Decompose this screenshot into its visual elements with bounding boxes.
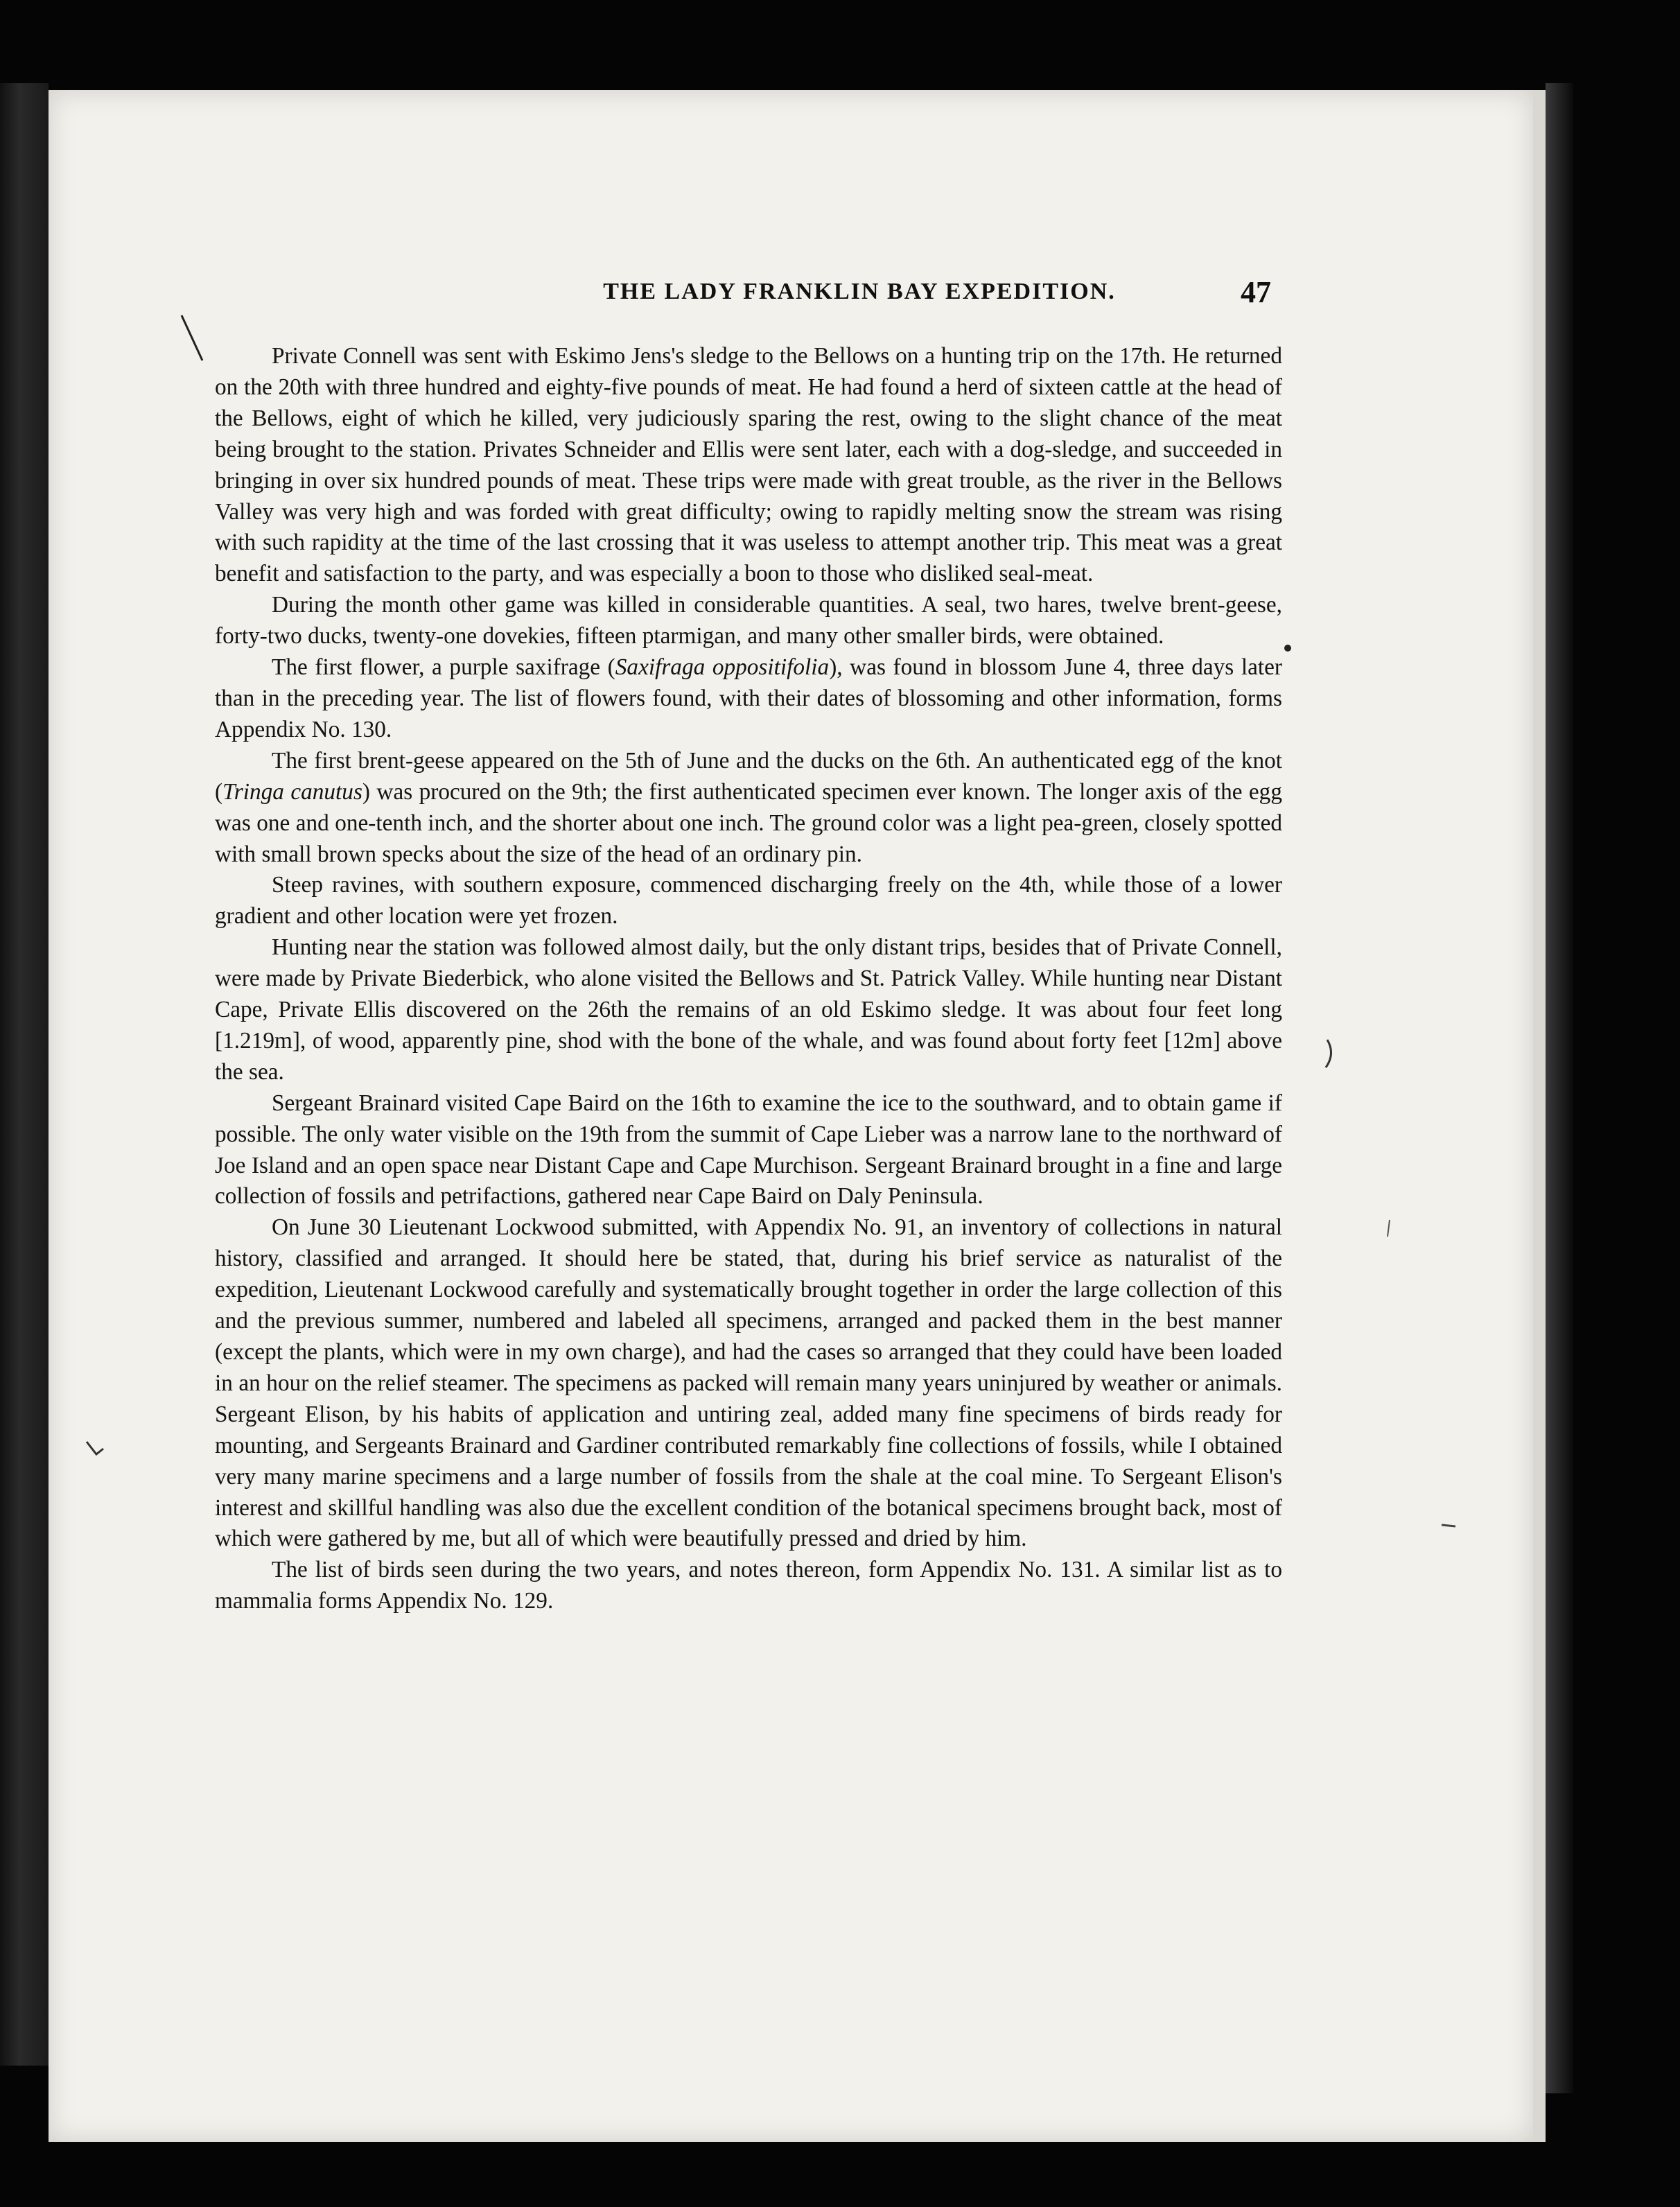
body-text bbox=[215, 341, 1282, 1617]
paragraph: The first brent-geese appeared on the 5th of June and the ducks on the 6th. An authenticated egg of the knot (Tringa canutus) was procured on the 9th; the first authenticated specimen ever known. The longer axis of the egg was one and one-tenth inch, and the shorter about one inch. The ground color was a light pea-green, closely spotted with small brown specks about the size of the head of an ordinary pin. bbox=[215, 747, 1282, 867]
paragraph: Hunting near the station was followed almost daily, but the only distant trips, besides that of Private Connell, were made by Private Biederbick, who alone visited the Bellows and St. Patrick Valley. While hunting near Distant Cape, Private Ellis discovered on the 26th the remains of an old Eskimo sledge. It was about four feet long [1.219m], of wood, apparently pine, shod with the bone of the whale, and was found about forty feet [12m] above the sea. bbox=[215, 934, 1282, 1085]
running-head: THE LADY FRANKLIN BAY EXPEDITION. bbox=[603, 279, 1116, 304]
paragraph: Sergeant Brainard visited Cape Baird on the 16th to examine the ice to the southward, and to obtain game if possible. The only water visible on the 19th from the summit of Cape Lieber was a narrow lane to the northward of Joe Island and an open space near Distant Cape and Cape Murchison. Sergeant Brainard brought in a fine and large collection of fossils and petrifactions, gathered near Cape Baird on Daly Peninsula. bbox=[215, 1090, 1282, 1210]
book-spine-edge bbox=[0, 83, 49, 2066]
species-name: Saxifraga oppositifolia bbox=[615, 654, 830, 681]
paragraph: The list of birds seen during the two years, and notes thereon, form Appendix No. 131. A similar list as to mammalia forms Appendix No. 129. bbox=[215, 1557, 1282, 1614]
page-edge-shadow bbox=[1546, 83, 1573, 2093]
species-name: Tringa canutus bbox=[222, 778, 362, 805]
paragraph: The first flower, a purple saxifrage (Saxifraga oppositifolia), was found in blossom June 4, three days later than in the preceding year. The list of flowers found, with their dates of blossoming and other information, forms Appendix No. 130. bbox=[215, 654, 1282, 742]
paragraph: Private Connell was sent with Eskimo Jens's sledge to the Bellows on a hunting trip on the 17th. He returned on the 20th with three hundred and eighty-five pounds of meat. He had found a herd of sixteen cattle at the head of the Bellows, eight of which he killed, very judiciously sparing the rest, owing to the slight chance of the meat being brought to the station. Privates Schneider and Ellis were sent later, each with a dog-sledge, and succeeded in bringing in over six hundred pounds of meat. These trips were made with great trouble, as the river in the Bellows Valley was very high and was forded with great difficulty; owing to rapidly melting snow the stream was rising with such rapidity at the time of the last crossing that it was useless to attempt another trip. This meat was a great benefit and satisfaction to the party, and was especially a boon to those who disliked seal-meat. bbox=[215, 343, 1282, 587]
paragraph: Steep ravines, with southern exposure, commenced discharging freely on the 4th, while those of a lower gradient and other location were yet frozen. bbox=[215, 872, 1282, 930]
paragraph: During the month other game was killed in considerable quantities. A seal, two hares, twelve brent-geese, forty-two ducks, twenty-one dovekies, fifteen ptarmigan, and many other smaller birds, were obtained. bbox=[215, 592, 1282, 649]
page-number: 47 bbox=[1241, 275, 1271, 309]
paragraph: On June 30 Lieutenant Lockwood submitted, with Appendix No. 91, an inventory of collections in natural history, classified and arranged. It should here be stated, that, during his brief service as naturalist of the expedition, Lieutenant Lockwood carefully and systematically brought together in order the large collection of this and the previous summer, numbered and labeled all specimens, arranged and packed them in the best manner (except the plants, which were in my own charge), and had the cases so arranged that they could have been loaded in an hour on the relief steamer. The specimens as packed will remain many years uninjured by weather or animals. Sergeant Elison, by his habits of application and untiring zeal, added many fine specimens of birds ready for mounting, and Sergeants Brainard and Gardiner contributed remarkably fine collections of fossils, while I obtained very many marine specimens and a large number of fossils from the shale at the coal mine. To Sergeant Elison's interest and skillful handling was also due the excellent condition of the botanical specimens brought back, most of which were gathered by me, but all of which were beautifully pressed and dried by him. bbox=[215, 1214, 1282, 1552]
